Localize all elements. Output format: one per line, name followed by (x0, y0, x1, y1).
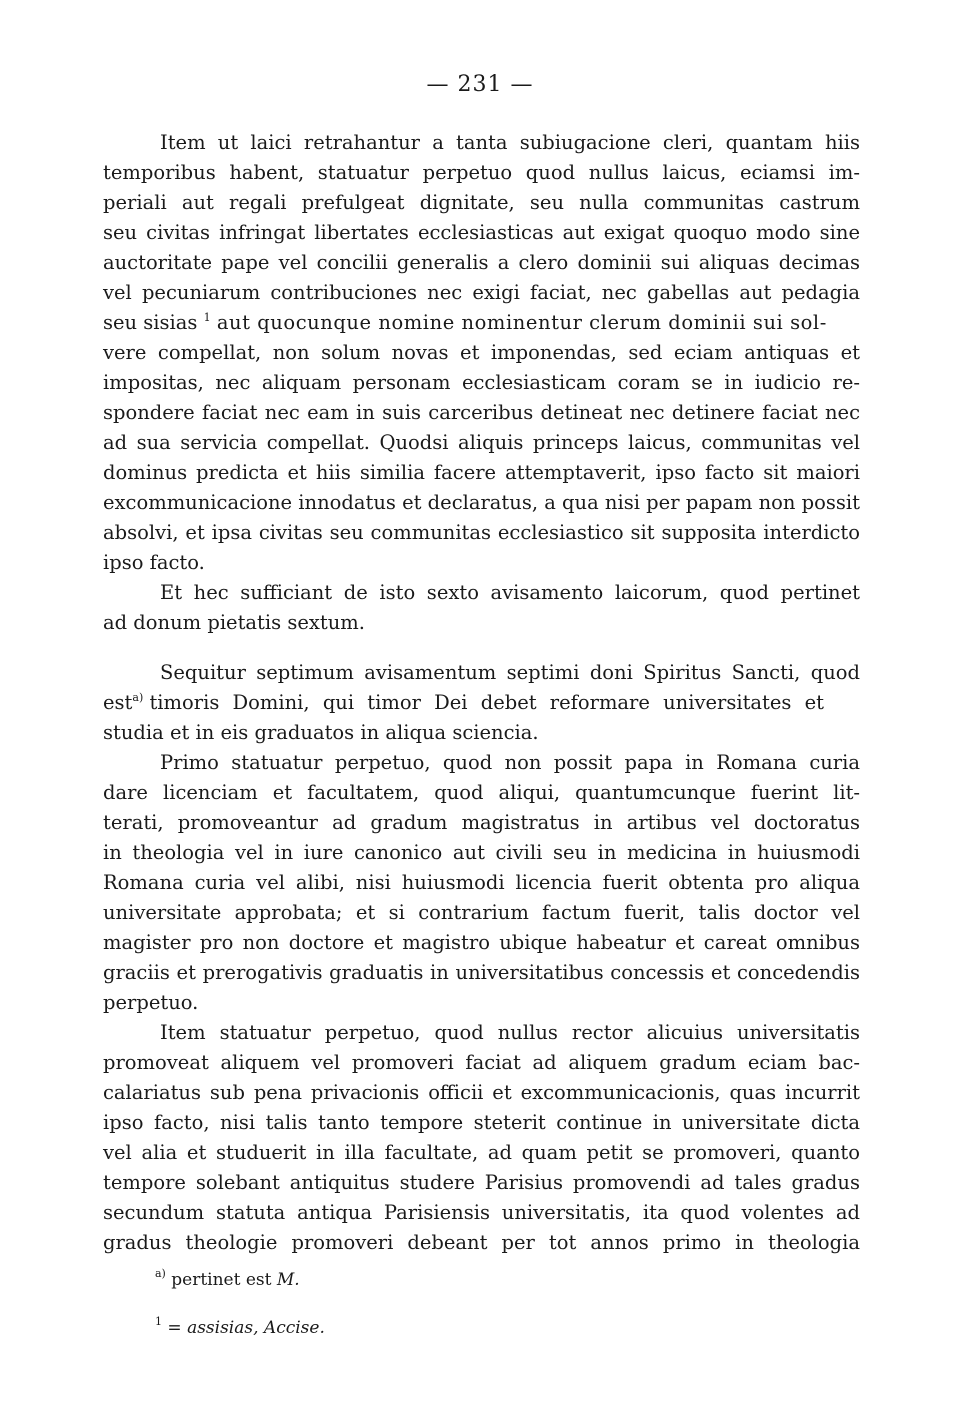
footnote-mark: 1 (155, 1315, 162, 1328)
text-segment: timoris Domini, qui timor Dei debet reformare universitates et (149, 691, 825, 714)
footnote (155, 1268, 300, 1292)
text-line: dare licenciam et facultatem, quod aliqui, quantumcunque fuerint lit- (103, 781, 860, 804)
text-line: Item ut laici retrahantur a tanta subiugacione cleri, quantam hiis (160, 131, 860, 154)
text-line: impositas, nec aliquam personam ecclesiasticam coram se in iudicio re- (103, 371, 860, 394)
text-line: ipso facto. (103, 551, 205, 574)
text-line: ad donum pietatis sextum. (103, 611, 365, 634)
text-line: perpetuo. (103, 991, 199, 1014)
text-line (103, 308, 860, 338)
text-line: in theologia vel in iure canonico aut civili seu in medicina in huiusmodi (103, 841, 860, 864)
text-line: Sequitur septimum avisamentum septimi doni Spiritus Sancti, quod (160, 661, 860, 684)
text-line: ad sua servicia compellat. Quodsi aliquis princeps laicus, communitas vel (103, 431, 860, 454)
text-line: tempore solebant antiquitus studere Parisius promovendi ad tales gradus (103, 1171, 860, 1194)
text-line: magister pro non doctore et magistro ubique habeatur et careat omnibus (103, 931, 860, 954)
text-line: terati, promoveantur ad gradum magistratus in artibus vel doctoratus (103, 811, 860, 834)
text-line: gradus theologie promoveri debeant per tot annos primo in theologia (103, 1231, 860, 1254)
page-number: — 231 — (426, 72, 534, 97)
footnote-source: assisias, Accise. (187, 1318, 325, 1338)
footnote-source: M. (276, 1270, 300, 1290)
text-line: Primo statuatur perpetuo, quod non possit papa in Romana curia (160, 751, 860, 774)
text-line: graciis et prerogativis graduatis in universitatibus concessis et concedendis (103, 961, 860, 984)
text-line: temporibus habent, statuatur perpetuo quod nullus laicus, eciamsi im- (103, 161, 860, 184)
text-line: vel pecuniarum contribuciones nec exigi faciat, nec gabellas aut pedagia (103, 281, 860, 304)
text-line (103, 688, 860, 718)
text-segment: seu sisias (103, 311, 198, 334)
footnote-mark: a) (155, 1267, 166, 1280)
text-line: Item statuatur perpetuo, quod nullus rector alicuius universitatis (160, 1021, 860, 1044)
text-line: seu civitas infringat libertates ecclesiasticas aut exigat quoquo modo sine (103, 221, 860, 244)
text-line: universitate approbata; et si contrarium factum fuerit, talis doctor vel (103, 901, 860, 924)
text-line: secundum statuta antiqua Parisiensis universitatis, ita quod volentes ad (103, 1201, 860, 1224)
text-line: promoveat aliquem vel promoveri faciat ad aliquem gradum eciam bac- (103, 1051, 860, 1074)
text-line: dominus predicta et hiis similia facere attemptaverit, ipso facto sit maiori (103, 461, 860, 484)
footnote-text: pertinet est (171, 1270, 272, 1290)
footnote-ref: 1 (203, 311, 211, 324)
text-line: studia et in eis graduatos in aliqua sciencia. (103, 721, 539, 744)
text-line: Romana curia vel alibi, nisi huiusmodi licencia fuerit obtenta pro aliqua (103, 871, 860, 894)
footnote-text: = (167, 1318, 182, 1338)
text-line: excommunicacione innodatus et declaratus, a qua nisi per papam non possit (103, 491, 860, 514)
text-line: periali aut regali prefulgeat dignitate, seu nulla communitas castrum (103, 191, 860, 214)
text-line: Et hec sufficiant de isto sexto avisamento laicorum, quod pertinet (160, 581, 860, 604)
text-line: vere compellat, non solum novas et imponendas, sed eciam antiquas et (103, 341, 860, 364)
text-line: calariatus sub pena privacionis officii et excommunicacionis, quas incurrit (103, 1081, 860, 1104)
text-segment: est (103, 691, 133, 714)
footnote (155, 1316, 325, 1340)
text-line: ipso facto, nisi talis tanto tempore steterit continue in universitate dicta (103, 1111, 860, 1134)
text-segment: aut quocunque nomine nominentur clerum dominii sui sol- (216, 311, 827, 334)
footnote-ref: a) (132, 691, 144, 704)
text-line: spondere faciat nec eam in suis carceribus detineat nec detinere faciat nec (103, 401, 860, 424)
text-line: vel alia et studuerit in illa facultate, ad quam petit se promoveri, quanto (103, 1141, 860, 1164)
text-line: auctoritate pape vel concilii generalis a clero dominii sui aliquas decimas (103, 251, 860, 274)
text-line: absolvi, et ipsa civitas seu communitas ecclesiastico sit supposita interdicto (103, 521, 860, 544)
